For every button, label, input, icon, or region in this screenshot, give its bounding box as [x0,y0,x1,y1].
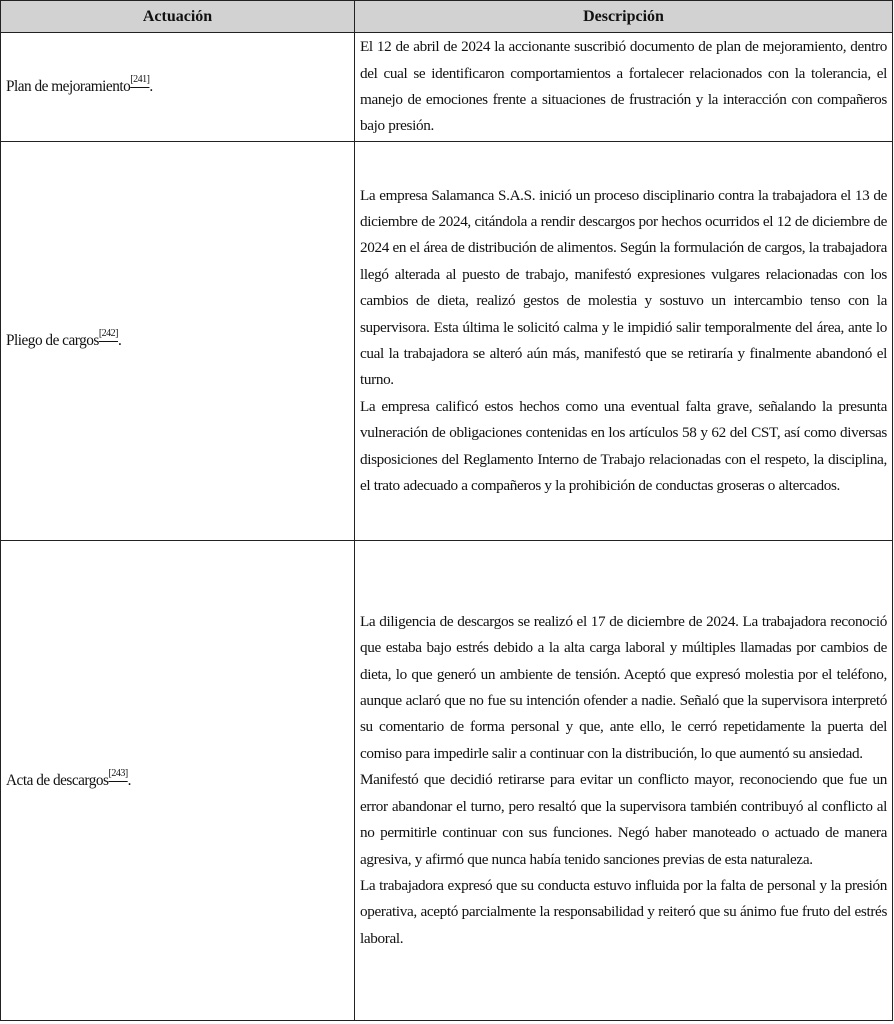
header-row [1,1,893,33]
table-row [1,541,893,1021]
actuacion-suffix: . [118,332,122,350]
actuacion-suffix: . [127,772,131,790]
header-actuacion: Actuación [1,1,355,33]
footnote-link[interactable]: [242] [98,328,118,340]
descripcion-paragraph: La trabajadora expresó que su conducta estuvo influida por la falta de personal y la presión operativa, aceptó parcialmente la responsabilidad y reiteró que su ánimo fue fruto del estrés laboral. [360,876,887,947]
table-row [1,33,893,142]
descripcion-paragraph: La diligencia de descargos se realizó el 17 de diciembre de 2024. La trabajadora reconoció que estaba bajo estrés debido a la alta carga laboral y múltiples llamadas por cambios de dieta, lo que generó un ambiente de tensión. Aceptó que expresó molestia por el teléfono, aunque aclaró que no fue su intención ofender a nadie. Señaló que la supervisora interpretó su comentario de forma personal y que, ante ello, le cerró repetidamente la puerta del comiso para impedirle salir a continuar con la distribución, lo que aumentó su ansiedad. [360,612,887,762]
footnote-link[interactable]: [241] [130,74,150,86]
descripcion-paragraph: Manifestó que decidió retirarse para evitar un conflicto mayor, reconociendo que fue un error abandonar el turno, pero resaltó que la supervisora también contribuyó al conflicto al no permitirle continuar con sus funciones. Negó haber manoteado o actuado de manera agresiva, y afirmó que nunca había tenido sanciones previas de esta naturaleza. [360,771,887,868]
descripcion-paragraph: La empresa calificó estos hechos como una eventual falta grave, señalando la presunta vulneración de obligaciones contenidas en los artículos 58 y 62 del CST, así como diversas disposiciones del Reglamento Interno de Trabajo relacionadas con el respeto, la disciplina, el trato adecuado a compañeros y la prohibición de conductas groseras o altercados. [360,397,887,495]
descripcion-paragraph: La empresa Salamanca S.A.S. inició un proceso disciplinario contra la trabajadora el 13 de diciembre de 2024, citándola a rendir descargos por hechos ocurridos el 12 de diciembre de 2024 en el área de distribución de alimentos. Según la formulación de cargos, la trabajadora llegó alterada al puesto de trabajo, manifestó expresiones vulgares relacionadas con los cambios de dieta, realizó gestos de molestia y sostuvo un intercambio tenso con la supervisora. Esta última le solicitó calma y le impidió salir temporalmente del área, ante lo cual la trabajadora se alteró aún más, manifestó que se retiraría y finalmente abandonó el turno. [360,186,887,389]
actuacion-label: Plan de mejoramiento [6,78,131,96]
actuacion-suffix: . [149,78,153,96]
header-descripcion: Descripción [355,1,893,33]
actuacion-cell [1,541,355,1021]
descripcion-paragraph: El 12 de abril de 2024 la accionante suscribió documento de plan de mejoramiento, dentro del cual se identificaron comportamientos a fortalecer relacionados con la tolerancia, el manejo de emociones frente a situaciones de frustración y la interacción con compañeros bajo presión. [360,38,887,135]
footnote-link[interactable]: [243] [108,767,128,779]
actuacion-label: Acta de descargos [6,772,109,790]
descripcion-cell [355,33,893,142]
actuacion-cell [1,142,355,541]
descripcion-cell [355,541,893,1021]
table-row [1,142,893,541]
descripcion-cell [355,142,893,541]
actuacion-label: Pliego de cargos [6,332,99,350]
actuacion-cell [1,33,355,142]
